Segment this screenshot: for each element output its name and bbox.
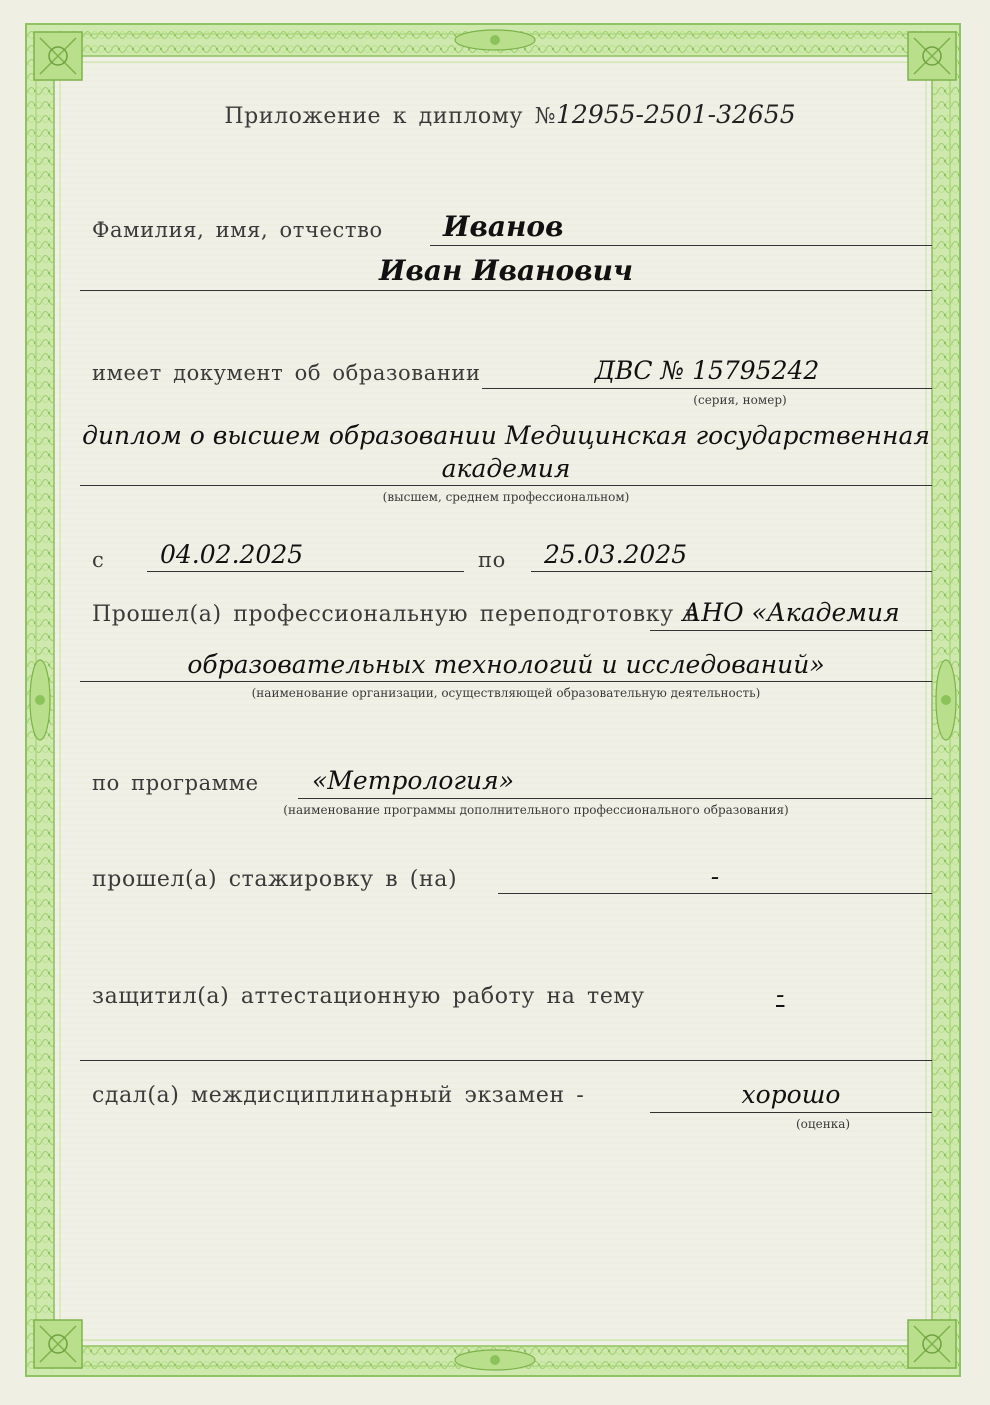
title-label: Приложение к диплому №	[224, 104, 557, 129]
surname-underline	[430, 245, 932, 246]
name-underline	[80, 290, 932, 291]
frame-inner-paper	[54, 56, 932, 1346]
education-description-line1: диплом о высшем образовании Медицинская государственная	[82, 421, 930, 450]
thesis-value: -	[776, 980, 785, 1009]
period-from-underline	[147, 571, 464, 572]
left-center-ornament-icon	[30, 660, 50, 740]
corner-ornament-bottom-right-icon	[908, 1320, 956, 1368]
name-patronymic-value: Иван Иванович	[379, 254, 633, 287]
bottom-center-ornament-icon	[455, 1350, 535, 1370]
period-to-label: по	[478, 548, 506, 572]
retraining-org-line1: АНО «Академия	[682, 598, 900, 627]
exam-grade-caption: (оценка)	[795, 1117, 851, 1131]
thesis-underline	[80, 1060, 932, 1061]
period-to-underline	[531, 571, 932, 572]
document-title	[160, 100, 860, 129]
education-level-caption: (высшем, среднем профессиональном)	[382, 490, 630, 504]
program-value: «Метрология»	[312, 766, 515, 795]
internship-underline	[498, 893, 932, 894]
retraining-org-underline1	[650, 630, 932, 631]
thesis-label: защитил(а) аттестационную работу на тему	[92, 984, 645, 1009]
education-description-underline	[80, 485, 932, 486]
exam-label: сдал(а) междисциплинарный экзамен -	[92, 1083, 585, 1108]
right-center-ornament-icon	[936, 660, 956, 740]
corner-ornament-bottom-left-icon	[34, 1320, 82, 1368]
retraining-label: Прошел(а) профессиональную переподготовку в	[92, 602, 699, 627]
period-to-date: 25.03.2025	[544, 540, 688, 569]
diploma-number: 12955-2501-32655	[556, 100, 796, 129]
series-caption: (серия, номер)	[693, 393, 787, 407]
fio-label: Фамилия, имя, отчество	[92, 218, 383, 242]
retraining-org-line2: образовательных технологий и исследований»	[187, 650, 825, 679]
education-description-line2: академия	[441, 454, 571, 483]
retraining-org-caption: (наименование организации, осуществляющей образовательную деятельность)	[251, 686, 761, 700]
surname-value: Иванов	[443, 210, 564, 243]
top-center-ornament-icon	[455, 30, 535, 50]
internship-value: -	[710, 862, 720, 891]
period-from-date: 04.02.2025	[160, 540, 304, 569]
exam-grade-value: хорошо	[741, 1080, 841, 1109]
program-underline	[298, 798, 932, 799]
corner-ornament-top-left-icon	[34, 32, 82, 80]
corner-ornament-top-right-icon	[908, 32, 956, 80]
internship-label: прошел(а) стажировку в (на)	[92, 867, 458, 892]
series-number-underline	[482, 388, 932, 389]
program-caption: (наименование программы дополнительного профессионального образования)	[283, 803, 789, 817]
program-label: по программе	[92, 771, 259, 795]
exam-grade-underline	[650, 1112, 932, 1113]
period-from-label: с	[92, 548, 105, 572]
education-doc-label: имеет документ об образовании	[92, 361, 481, 385]
series-number-value: ДВС № 15795242	[594, 356, 820, 385]
retraining-org-underline2	[80, 681, 932, 682]
